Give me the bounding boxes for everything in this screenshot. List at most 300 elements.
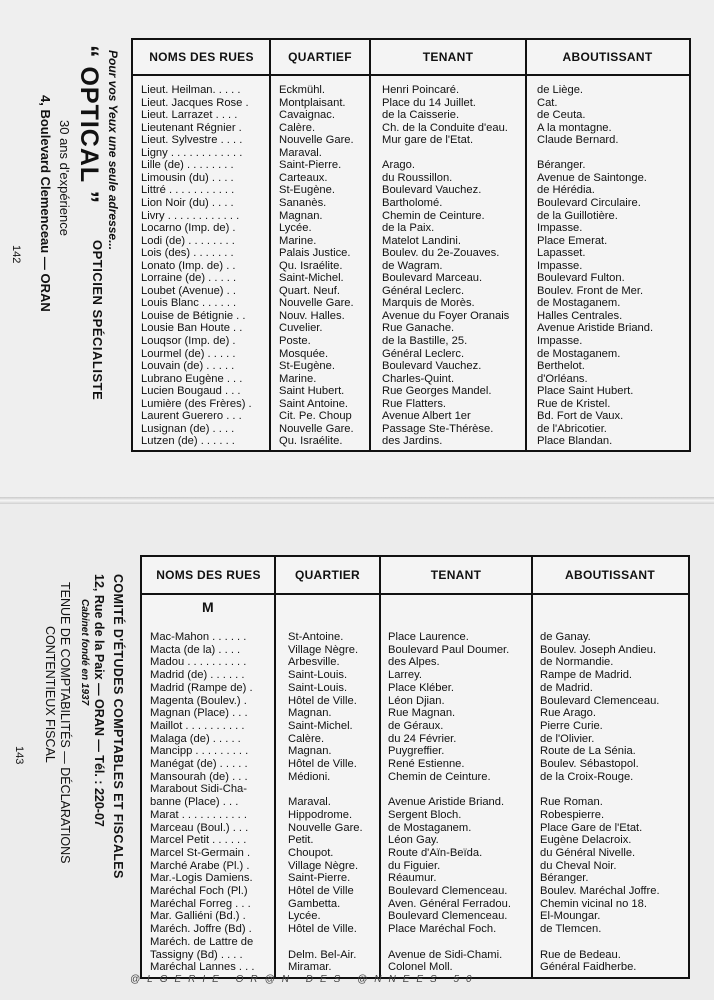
table-row — [133, 335, 689, 348]
cell-quartier: Nouvelle Gare. — [279, 422, 354, 435]
table-row — [133, 247, 689, 260]
table-row — [133, 184, 689, 197]
cell-quartier: Calère. — [288, 732, 325, 745]
cell-tenant: Place Kléber. — [388, 681, 454, 694]
cell-aboutissant: Place Saint Hubert. — [537, 385, 634, 398]
table-row — [133, 297, 689, 310]
cell-aboutissant: Bd. Fort de Vaux. — [537, 410, 624, 423]
cell-aboutissant: Cat. — [537, 96, 558, 109]
cell-street-name: Lusignan (de) . . . . — [141, 422, 235, 435]
cell-tenant: Matelot Landini. — [382, 234, 461, 247]
cell-street-name: Loubet (Avenue) . . — [141, 284, 236, 297]
cell-tenant: Marquis de Morès. — [382, 297, 475, 310]
table-row — [142, 834, 688, 847]
cell-tenant: Colonel Moll. — [388, 961, 453, 974]
cell-street-name: Lutzen (de) . . . . . . — [141, 435, 235, 448]
ad-company-name: COMITÉ D'ÉTUDES COMPTABLES ET FISCALES — [111, 574, 125, 879]
cell-street-name: Mac-Mahon . . . . . . — [150, 631, 247, 643]
table-row — [133, 398, 689, 411]
street-table — [131, 38, 691, 452]
table-row — [142, 809, 688, 822]
cell-street-name: Louvain (de) . . . . . — [141, 360, 235, 373]
cell-quartier: Maraval. — [279, 146, 322, 159]
cell-street-name: Lourmel (de) . . . . . — [141, 347, 236, 360]
cell-aboutissant: Claude Bernard. — [537, 134, 619, 147]
cell-street-name: Lion Noir (du) . . . . — [141, 196, 234, 209]
cell-street-name: Madrid (Rampe de) . — [150, 681, 253, 694]
table-row — [133, 109, 689, 122]
cell-street-name: Maillot . . . . . . . . . . — [150, 719, 245, 732]
cell-aboutissant: de Ceuta. — [537, 109, 586, 122]
ad-experience: 30 ans d'expérience — [57, 120, 72, 236]
cell-street-name: Lousie Ban Houte . . — [141, 322, 243, 335]
table-row — [142, 720, 688, 733]
cell-tenant: Boulevard Paul Doumer. — [388, 643, 510, 656]
page-142 — [0, 0, 714, 497]
cell-street-name: Lonato (Imp. de) . . — [141, 259, 236, 272]
cell-quartier: Mosquée. — [279, 347, 329, 360]
cell-street-name: Livry . . . . . . . . . . . . — [141, 209, 240, 222]
ad-address: 12, Rue de la Paix — ORAN — Tél. : 220-07 — [92, 574, 106, 827]
cell-quartier: Palais Justice. — [279, 247, 351, 260]
cell-quartier: Saint Hubert. — [279, 385, 345, 398]
cell-street-name: Lieut. Jacques Rose . — [141, 96, 249, 109]
cell-quartier: Hôtel de Ville. — [288, 694, 357, 707]
cell-aboutissant: de Mostaganem. — [537, 347, 621, 360]
cell-aboutissant: Lapasset. — [537, 247, 586, 260]
cell-aboutissant: Place Gare de l'Etat. — [540, 821, 643, 834]
cell-tenant: Rue Flatters. — [382, 397, 447, 410]
table-row — [133, 172, 689, 185]
header-noms-des-rues: NOMS DES RUES — [156, 568, 261, 582]
cell-tenant: Général Leclerc. — [382, 347, 465, 360]
page-143 — [0, 504, 714, 1000]
table-row — [133, 322, 689, 335]
cell-street-name: Marcel St-Germain . — [150, 846, 251, 859]
cell-tenant: Avenue du Foyer Oranais — [382, 309, 510, 322]
cell-quartier: Marine. — [279, 372, 317, 385]
cell-aboutissant: Avenue de Saintonge. — [537, 171, 647, 184]
cell-tenant: Charles-Quint. — [382, 372, 455, 385]
cell-aboutissant: Place Emerat. — [537, 234, 608, 247]
cell-tenant: des Alpes. — [388, 656, 440, 669]
cell-quartier: Nouvelle Gare. — [288, 821, 363, 834]
cell-quartier: Choupot. — [288, 846, 334, 859]
cell-tenant: Avenue de Sidi-Chami. — [388, 948, 503, 961]
cell-tenant: Chemin de Ceinture. — [382, 209, 485, 222]
cell-street-name: Madrid (de) . . . . . . — [150, 669, 245, 682]
footer-watermark: @LGERIE OR@N DES @NNEES 50 — [130, 974, 479, 985]
cell-quartier: Quart. Neuf. — [279, 284, 340, 297]
cell-street-name: Laurent Guerero . . . — [141, 410, 242, 423]
cell-quartier: Magnan. — [279, 209, 323, 222]
cell-tenant: Boulevard Clemenceau. — [388, 910, 508, 923]
table-row — [142, 910, 688, 923]
cell-quartier: St-Eugène. — [279, 360, 335, 373]
cell-quartier: Village Nègre. — [288, 643, 359, 656]
table-row — [133, 360, 689, 373]
cell-aboutissant: Boulev. Front de Mer. — [537, 284, 644, 297]
cell-aboutissant: Pierre Curie. — [540, 719, 603, 732]
cell-street-name: Louqsor (Imp. de) . — [141, 335, 236, 347]
cell-street-name: Lois (des) . . . . . . . — [141, 247, 234, 260]
cell-tenant: du 24 Février. — [388, 732, 457, 745]
cell-tenant: de la Paix. — [382, 222, 435, 235]
table-row — [133, 235, 689, 248]
header-quartier: QUARTIEF — [288, 50, 352, 64]
cell-tenant: de Mostaganem. — [388, 821, 472, 834]
cell-aboutissant: d'Orléans. — [537, 372, 588, 385]
cell-tenant: Avenue Albert 1er — [382, 410, 471, 423]
cell-tenant: Aven. Général Ferradou. — [388, 897, 511, 910]
cell-tenant: du Figuier. — [388, 859, 441, 872]
cell-aboutissant: Rampe de Madrid. — [540, 669, 633, 682]
header-aboutissant: ABOUTISSANT — [562, 50, 653, 64]
cell-street-name: Lorraine (de) . . . . . — [141, 272, 237, 285]
cell-tenant: Boulev. du 2e-Zouaves. — [382, 247, 500, 260]
cell-quartier: Hôtel de Ville. — [288, 758, 357, 770]
cell-tenant: Route d'Aïn-Beïda. — [388, 846, 483, 859]
cell-street-name: Magnan (Place) . . . — [150, 707, 248, 720]
cell-tenant: Rue Ganache. — [382, 322, 455, 335]
cell-quartier: Saint-Pierre. — [288, 872, 351, 885]
cell-aboutissant: Berthelot. — [537, 360, 585, 373]
table-row — [133, 159, 689, 172]
table-row — [142, 783, 688, 796]
cell-aboutissant: Boulev. Joseph Andieu. — [540, 643, 657, 656]
cell-aboutissant: Avenue Aristide Briand. — [537, 322, 654, 335]
cell-aboutissant: Eugène Delacroix. — [540, 834, 632, 847]
cell-tenant: Avenue Aristide Briand. — [388, 796, 505, 809]
ad-address: 4, Boulevard Clemenceau — ORAN — [38, 95, 53, 312]
cell-tenant: Bartholomé. — [382, 196, 443, 209]
table-row — [142, 796, 688, 809]
table-row — [142, 872, 688, 885]
table-row — [133, 197, 689, 210]
ad-tagline: Pour vos Yeux une seule adresse... — [106, 50, 120, 251]
cell-quartier: Eckmühl. — [279, 84, 326, 96]
cell-aboutissant: Chemin vicinal no 18. — [540, 897, 647, 910]
page-gutter — [0, 497, 714, 504]
cell-aboutissant: de Tlemcen. — [540, 923, 602, 936]
cell-street-name: Mar. Galliéni (Bd.) . — [150, 910, 246, 923]
cell-aboutissant: Boulevard Circulaire. — [537, 196, 641, 209]
ad-services: TENUE DE COMPTABILITÉS — DÉCLARATIONS — [58, 582, 72, 864]
page-number: 143 — [13, 746, 25, 765]
table-row — [142, 771, 688, 784]
cell-tenant: de la Caisserie. — [382, 109, 460, 122]
cell-aboutissant: Rue de Bedeau. — [540, 948, 621, 961]
cell-aboutissant: de Mostaganem. — [537, 297, 621, 310]
cell-tenant: Réaumur. — [388, 872, 437, 885]
cell-quartier: Saint Antoine. — [279, 397, 349, 410]
table-row — [142, 936, 688, 949]
cell-street-name: Magenta (Boulev.) . — [150, 694, 247, 707]
cell-tenant: de Wagram. — [382, 259, 443, 272]
cell-tenant: Passage Ste-Thérèse. — [382, 422, 494, 435]
table-row — [142, 733, 688, 746]
cell-quartier: Cavaignac. — [279, 109, 335, 122]
table-row — [133, 260, 689, 273]
cell-aboutissant: Béranger. — [537, 159, 586, 172]
cell-quartier: St-Antoine. — [288, 631, 344, 643]
cell-quartier: Cuvelier. — [279, 322, 323, 335]
cell-street-name: Limousin (du) . . . . — [141, 171, 234, 184]
cell-street-name: Macta (de la) . . . . — [150, 643, 241, 656]
header-noms-des-rues: NOMS DES RUES — [149, 50, 254, 64]
cell-quartier: Delm. Bel-Air. — [288, 948, 357, 961]
cell-street-name: Locarno (Imp. de) . — [141, 222, 236, 235]
cell-quartier: Gambetta. — [288, 897, 341, 910]
header-tenant: TENANT — [422, 50, 474, 64]
cell-street-name: Lumière (des Frères) . — [141, 397, 252, 410]
cell-quartier: Médioni. — [288, 770, 331, 783]
header-tenant: TENANT — [430, 568, 482, 582]
table-row — [142, 669, 688, 682]
cell-tenant: Place Laurence. — [388, 631, 469, 643]
cell-street-name: Lucien Bougaud . . . — [141, 385, 241, 398]
cell-aboutissant: Béranger. — [540, 872, 589, 885]
cell-tenant: de la Bastille, 25. — [382, 335, 468, 347]
cell-aboutissant: Boulevard Fulton. — [537, 272, 625, 285]
cell-aboutissant: de la Croix-Rouge. — [540, 770, 634, 783]
cell-tenant: du Roussillon. — [382, 171, 453, 184]
cell-street-name: Maréchal Foch (Pl.) — [150, 885, 248, 897]
cell-aboutissant: Impasse. — [537, 259, 583, 272]
table-row — [133, 122, 689, 135]
cell-street-name: Maréch. Joffre (Bd) . — [150, 923, 252, 936]
cell-aboutissant: de Normandie. — [540, 656, 614, 669]
cell-quartier: Arbesville. — [288, 656, 340, 669]
cell-street-name: Marat . . . . . . . . . . . — [150, 808, 247, 821]
cell-tenant: Boulevard Vauchez. — [382, 184, 482, 197]
cell-quartier: Qu. Israélite. — [279, 435, 343, 448]
cell-quartier: Hippodrome. — [288, 808, 353, 821]
cell-quartier: Lycée. — [288, 910, 321, 923]
cell-aboutissant: El-Moungar. — [540, 910, 601, 923]
cell-aboutissant: de la Guillotière. — [537, 209, 618, 222]
cell-quartier: Hôtel de Ville. — [288, 923, 357, 936]
table-row — [133, 97, 689, 110]
cell-street-name: Lille (de) . . . . . . . . — [141, 159, 234, 172]
cell-aboutissant: Rue de Kristel. — [537, 397, 611, 410]
cell-quartier: Saint-Michel. — [279, 272, 344, 285]
table-row — [142, 745, 688, 758]
cell-quartier: St-Eugène. — [279, 184, 335, 197]
cell-street-name: Marceau (Boul.) . . . — [150, 821, 249, 834]
cell-quartier: Cit. Pe. Choup — [279, 410, 352, 423]
cell-aboutissant: Boulevard Clemenceau. — [540, 694, 660, 707]
cell-quartier: Magnan. — [288, 707, 332, 720]
table-row — [133, 410, 689, 423]
cell-aboutissant: du Cheval Noir. — [540, 859, 617, 872]
cell-aboutissant: Impasse. — [537, 335, 583, 347]
cell-street-name: Lubrano Eugène . . . — [141, 372, 243, 385]
cell-street-name: Maréchal Forreg . . . — [150, 897, 251, 910]
table-row — [133, 272, 689, 285]
cell-quartier: Calère. — [279, 121, 316, 134]
comite-advertisement — [0, 504, 128, 1000]
cell-street-name: Ligny . . . . . . . . . . . . — [141, 146, 243, 159]
table-row — [133, 385, 689, 398]
table-row — [133, 373, 689, 386]
cell-tenant: Léon Djian. — [388, 694, 445, 707]
cell-street-name: Lieut. Larrazet . . . . — [141, 109, 238, 122]
cell-tenant: des Jardins. — [382, 435, 443, 448]
cell-street-name: Manégat (de) . . . . . — [150, 758, 248, 770]
table-row — [142, 644, 688, 657]
cell-aboutissant: Robespierre. — [540, 808, 605, 821]
table-row — [133, 423, 689, 436]
cell-tenant: Ch. de la Conduite d'eau. — [382, 121, 508, 134]
cell-quartier: Carteaux. — [279, 171, 328, 184]
street-table — [140, 555, 690, 979]
cell-tenant: Boulevard Clemenceau. — [388, 885, 508, 897]
cell-street-name: Marché Arabe (Pl.) . — [150, 859, 250, 872]
optical-advertisement — [0, 0, 128, 497]
cell-tenant: Boulevard Marceau. — [382, 272, 483, 285]
table-row — [142, 695, 688, 708]
table-row — [133, 147, 689, 160]
cell-tenant: Rue Georges Mandel. — [382, 385, 492, 398]
cell-aboutissant: Rue Roman. — [540, 796, 603, 809]
table-row — [142, 923, 688, 936]
table-row — [142, 961, 688, 974]
cell-street-name: Lodi (de) . . . . . . . . — [141, 234, 235, 247]
cell-quartier: Qu. Israélite. — [279, 259, 343, 272]
cell-street-name: Madou . . . . . . . . . . — [150, 656, 247, 669]
cell-tenant: Arago. — [382, 159, 415, 172]
cell-aboutissant: A la montagne. — [537, 121, 612, 134]
cell-street-name: Marabout Sidi-Cha- — [150, 783, 248, 796]
ad-brand-name: “ OPTICAL ” — [75, 45, 103, 205]
cell-quartier: Saint-Louis. — [288, 681, 348, 694]
cell-aboutissant: du Général Nivelle. — [540, 846, 636, 859]
cell-quartier: Magnan. — [288, 745, 332, 758]
table-row — [133, 222, 689, 235]
cell-street-name: banne (Place) . . . — [150, 796, 239, 809]
cell-street-name: Lieut. Heilman. . . . . — [141, 84, 241, 96]
cell-aboutissant: Place Blandan. — [537, 435, 613, 448]
header-quartier: QUARTIER — [294, 568, 361, 582]
cell-street-name: Louise de Bétignie . . — [141, 309, 246, 322]
cell-aboutissant: Route de La Sénia. — [540, 745, 636, 758]
cell-street-name: Littré . . . . . . . . . . . — [141, 184, 235, 197]
cell-aboutissant: de Ganay. — [540, 631, 591, 643]
cell-quartier: Saint-Michel. — [288, 719, 353, 732]
cell-street-name: Mansourah (de) . . . — [150, 770, 248, 783]
cell-tenant: Puygreffier. — [388, 745, 445, 758]
cell-aboutissant: Impasse. — [537, 222, 583, 235]
table-row — [133, 84, 689, 97]
cell-quartier: Petit. — [288, 834, 314, 847]
cell-street-name: Tassigny (Bd) . . . . — [150, 948, 243, 961]
table-row — [142, 656, 688, 669]
cell-street-name: Mar.-Logis Damiens. — [150, 872, 253, 885]
table-header — [142, 557, 688, 595]
cell-quartier: Saint-Louis. — [288, 669, 348, 682]
table-row — [133, 285, 689, 298]
cell-street-name: Maréch. de Lattre de — [150, 935, 254, 948]
ad-founded: Cabinet fondé en 1937 — [79, 599, 90, 706]
cell-quartier: Lycée. — [279, 222, 312, 235]
cell-street-name: Mancipp . . . . . . . . . — [150, 745, 249, 758]
cell-tenant: René Estienne. — [388, 758, 465, 770]
table-row — [142, 860, 688, 873]
cell-aboutissant: Halles Centrales. — [537, 309, 623, 322]
table-row — [142, 631, 688, 644]
cell-tenant: Mur gare de l'Etat. — [382, 134, 474, 147]
cell-tenant: Place du 14 Juillet. — [382, 96, 476, 109]
cell-aboutissant: de Madrid. — [540, 681, 593, 694]
cell-tenant: Larrey. — [388, 669, 422, 682]
cell-aboutissant: Boulev. Sébastopol. — [540, 758, 639, 770]
table-row — [133, 435, 689, 448]
cell-tenant: Sergent Bloch. — [388, 808, 462, 821]
table-row — [142, 847, 688, 860]
cell-quartier: Nouvelle Gare. — [279, 297, 354, 310]
cell-tenant: Chemin de Ceinture. — [388, 770, 491, 783]
table-row — [142, 885, 688, 898]
cell-quartier: Hôtel de Ville — [288, 885, 354, 897]
cell-street-name: Lieutenant Régnier . — [141, 121, 242, 134]
ad-services-line-2: CONTENTIEUX FISCAL — [43, 626, 57, 763]
cell-street-name: Marcel Petit . . . . . . — [150, 834, 247, 847]
cell-tenant: Léon Gay. — [388, 834, 439, 847]
cell-tenant: Henri Poincaré. — [382, 84, 460, 96]
cell-aboutissant: de Hérédia. — [537, 184, 595, 197]
cell-street-name: Malaga (de) . . . . . — [150, 732, 241, 745]
cell-quartier: Saint-Pierre. — [279, 159, 342, 172]
table-row — [142, 822, 688, 835]
section-letter: M — [202, 599, 214, 615]
cell-aboutissant: de l'Abricotier. — [537, 422, 607, 435]
cell-street-name: Louis Blanc . . . . . . — [141, 297, 237, 310]
cell-quartier: Nouvelle Gare. — [279, 134, 354, 147]
page-number: 142 — [10, 245, 22, 264]
cell-quartier: Marine. — [279, 234, 317, 247]
cell-quartier: Sananès. — [279, 196, 327, 209]
table-row — [142, 898, 688, 911]
table-row — [133, 348, 689, 361]
table-row — [133, 310, 689, 323]
cell-street-name: Lieut. Sylvestre . . . . — [141, 134, 243, 147]
table-row — [142, 949, 688, 962]
cell-aboutissant: de l'Olivier. — [540, 732, 595, 745]
cell-tenant: Rue Magnan. — [388, 707, 456, 720]
cell-quartier: Poste. — [279, 335, 311, 347]
header-aboutissant: ABOUTISSANT — [565, 568, 655, 582]
table-row — [142, 682, 688, 695]
table-row — [142, 707, 688, 720]
table-header — [133, 40, 689, 76]
cell-aboutissant: Boulev. Maréchal Joffre. — [540, 885, 660, 897]
cell-quartier: Miramar. — [288, 961, 332, 974]
cell-tenant: Boulevard Vauchez. — [382, 360, 482, 373]
cell-quartier: Montplaisant. — [279, 96, 346, 109]
cell-tenant: Place Maréchal Foch. — [388, 923, 497, 936]
table-row — [133, 210, 689, 223]
cell-aboutissant: de Liège. — [537, 84, 584, 96]
table-row — [142, 758, 688, 771]
cell-quartier: Village Nègre. — [288, 859, 359, 872]
ad-role: OPTICIEN SPÉCIALISTE — [90, 240, 105, 401]
cell-quartier: Nouv. Halles. — [279, 309, 345, 322]
cell-street-name: Maréchal Lannes . . . — [150, 961, 255, 974]
cell-aboutissant: Rue Arago. — [540, 707, 596, 720]
table-row — [133, 134, 689, 147]
cell-tenant: Général Leclerc. — [382, 284, 465, 297]
